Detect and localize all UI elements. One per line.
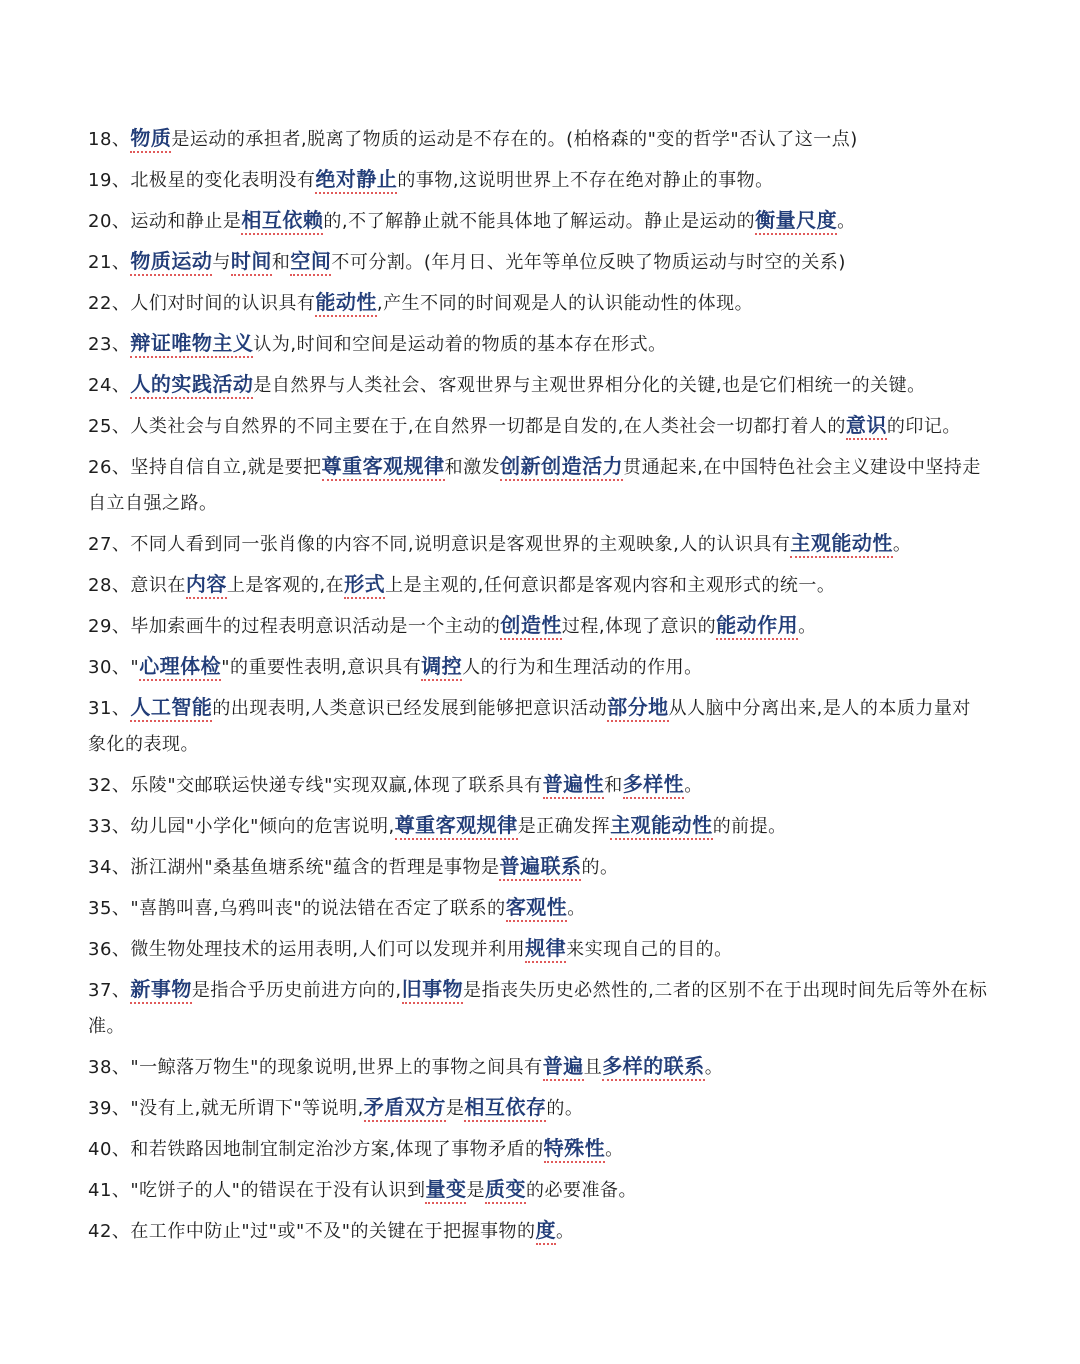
- text-segment: 是指合乎历史前进方向的,: [191, 980, 402, 1001]
- keyword-highlight: 意识: [846, 413, 887, 440]
- keyword-highlight: 主观能动性: [790, 531, 893, 558]
- text-segment: 且: [583, 1057, 603, 1078]
- text-segment: 人的行为和生理活动的作用。: [462, 657, 703, 678]
- text-segment: ": [130, 657, 140, 678]
- item-number: 33、: [88, 816, 131, 837]
- text-segment: 浙江湖州"桑基鱼塘系统"蕴含的哲理是事物是: [130, 857, 500, 878]
- text-segment: 北极星的变化表明没有: [130, 170, 316, 191]
- text-segment: 的出现表明,人类意识已经发展到能够把意识活动: [212, 698, 608, 719]
- keyword-highlight: 普遍: [543, 1054, 584, 1081]
- list-item: [88, 366, 988, 404]
- item-number: 36、: [88, 939, 131, 960]
- keyword-highlight: 人的实践活动: [130, 372, 253, 399]
- text-segment: ,产生不同的时间观是人的认识能动性的体现。: [376, 293, 754, 314]
- keyword-highlight: 空间: [290, 249, 331, 276]
- keyword-highlight: 创新创造活力: [500, 454, 623, 481]
- item-number: 19、: [88, 170, 131, 191]
- item-number: 40、: [88, 1139, 131, 1160]
- keyword-highlight: 物质运动: [130, 249, 212, 276]
- text-segment: 的。: [546, 1098, 584, 1119]
- list-item: [88, 566, 988, 604]
- keyword-highlight: 创造性: [500, 613, 562, 640]
- text-segment: 是运动的承担者,脱离了物质的运动是不存在的。(柏格森的"变的哲学"否认了这一点): [171, 129, 858, 150]
- list-item: [88, 689, 988, 763]
- keyword-highlight: 普遍联系: [499, 854, 581, 881]
- list-item: [88, 407, 988, 445]
- text-segment: 上是主观的,任何意识都是客观内容和主观形式的统一。: [385, 575, 836, 596]
- text-segment: "一鲸落万物生"的现象说明,世界上的事物之间具有: [130, 1057, 543, 1078]
- list-item: [88, 766, 988, 804]
- keyword-highlight: 辩证唯物主义: [130, 331, 253, 358]
- text-segment: 的印记。: [886, 416, 961, 437]
- text-segment: 坚持自信自立,就是要把: [130, 457, 322, 478]
- list-item: [88, 448, 988, 522]
- keyword-highlight: 绝对静止: [315, 167, 397, 194]
- text-segment: 从人脑中分离出来,是人的本质力量对象化的表现。: [88, 698, 971, 755]
- text-segment: 。: [704, 1057, 724, 1078]
- list-item: [88, 648, 988, 686]
- list-item: [88, 1048, 988, 1086]
- text-segment: 人们对时间的认识具有: [130, 293, 316, 314]
- list-item: [88, 525, 988, 563]
- keyword-highlight: 尊重客观规律: [322, 454, 445, 481]
- text-segment: 是: [445, 1098, 465, 1119]
- list-item: [88, 607, 988, 645]
- keyword-highlight: 尊重客观规律: [395, 813, 518, 840]
- keyword-highlight: 人工智能: [130, 695, 212, 722]
- text-segment: "吃饼子的人"的错误在于没有认识到: [130, 1180, 426, 1201]
- keyword-highlight: 客观性: [506, 895, 568, 922]
- text-segment: 的必要准备。: [525, 1180, 637, 1201]
- text-segment: 和若铁路因地制宜制定治沙方案,体现了事物矛盾的: [130, 1139, 544, 1160]
- keyword-highlight: 特殊性: [544, 1136, 606, 1163]
- text-segment: 认为,时间和空间是运动着的物质的基本存在形式。: [253, 334, 667, 355]
- list-item: [88, 1212, 988, 1250]
- text-segment: 与: [212, 252, 231, 273]
- list-item: [88, 243, 988, 281]
- keyword-highlight: 调控: [421, 654, 462, 681]
- text-segment: 上是客观的,在: [226, 575, 345, 596]
- keyword-highlight: 物质: [130, 126, 171, 153]
- keyword-highlight: 内容: [186, 572, 227, 599]
- text-segment: 的。: [581, 857, 619, 878]
- text-segment: 的事物,这说明世界上不存在绝对静止的事物。: [397, 170, 774, 191]
- keyword-highlight: 部分地: [607, 695, 669, 722]
- list-item: [88, 1089, 988, 1127]
- item-number: 23、: [88, 334, 131, 355]
- text-segment: 运动和静止是: [130, 211, 242, 232]
- item-number: 21、: [88, 252, 131, 273]
- keyword-highlight: 相互依赖: [241, 208, 323, 235]
- text-segment: "喜鹊叫喜,乌鸦叫丧"的说法错在否定了联系的: [130, 898, 506, 919]
- keyword-highlight: 矛盾双方: [364, 1095, 446, 1122]
- list-item: [88, 930, 988, 968]
- text-segment: 。: [684, 775, 703, 796]
- document-page: [88, 120, 988, 1253]
- text-segment: 不可分割。(年月日、光年等单位反映了物质运动与时空的关系): [331, 252, 846, 273]
- keyword-highlight: 质变: [485, 1177, 526, 1204]
- item-number: 22、: [88, 293, 131, 314]
- text-segment: 。: [798, 616, 817, 637]
- keyword-highlight: 时间: [231, 249, 272, 276]
- list-item: [88, 120, 988, 158]
- list-item: [88, 284, 988, 322]
- text-segment: 和: [604, 775, 623, 796]
- item-number: 37、: [88, 980, 131, 1001]
- item-number: 26、: [88, 457, 131, 478]
- keyword-highlight: 相互依存: [464, 1095, 546, 1122]
- list-item: [88, 1171, 988, 1209]
- keyword-highlight: 规律: [525, 936, 566, 963]
- item-number: 35、: [88, 898, 131, 919]
- text-segment: "的重要性表明,意识具有: [221, 657, 422, 678]
- keyword-highlight: 度: [536, 1218, 557, 1245]
- item-number: 42、: [88, 1221, 131, 1242]
- item-number: 38、: [88, 1057, 131, 1078]
- text-segment: 意识在: [130, 575, 186, 596]
- text-segment: 。: [556, 1221, 575, 1242]
- item-number: 32、: [88, 775, 131, 796]
- list-item: [88, 889, 988, 927]
- keyword-highlight: 形式: [344, 572, 385, 599]
- keyword-highlight: 新事物: [130, 977, 192, 1004]
- keyword-highlight: 能动作用: [716, 613, 798, 640]
- keyword-highlight: 普遍性: [543, 772, 605, 799]
- text-segment: 微生物处理技术的运用表明,人们可以发现并利用: [130, 939, 526, 960]
- keyword-highlight: 量变: [425, 1177, 466, 1204]
- list-item: [88, 1130, 988, 1168]
- text-segment: 。: [567, 898, 586, 919]
- text-segment: 是: [466, 1180, 485, 1201]
- text-segment: 毕加索画牛的过程表明意识活动是一个主动的: [130, 616, 501, 637]
- text-segment: 贯通起来,在中国特色社会主义建设中坚持走自立自强之路。: [88, 457, 981, 514]
- text-segment: 人类社会与自然界的不同主要在于,在自然界一切都是自发的,在人类社会一切都打着人的: [130, 416, 846, 437]
- item-number: 25、: [88, 416, 131, 437]
- keyword-highlight: 多样性: [623, 772, 685, 799]
- item-number: 27、: [88, 534, 131, 555]
- item-number: 41、: [88, 1180, 131, 1201]
- text-segment: 是自然界与人类社会、客观世界与主观世界相分化的关键,也是它们相统一的关键。: [253, 375, 926, 396]
- list-item: [88, 971, 988, 1045]
- keyword-highlight: 衡量尺度: [755, 208, 837, 235]
- item-number: 31、: [88, 698, 131, 719]
- keyword-highlight: 多样的联系: [602, 1054, 705, 1081]
- list-item: [88, 202, 988, 240]
- text-segment: 的,不了解静止就不能具体地了解运动。静止是运动的: [323, 211, 756, 232]
- item-number: 34、: [88, 857, 131, 878]
- item-number: 30、: [88, 657, 131, 678]
- list-item: [88, 848, 988, 886]
- keyword-highlight: 主观能动性: [610, 813, 713, 840]
- text-segment: 来实现自己的目的。: [566, 939, 733, 960]
- text-segment: 。: [605, 1139, 624, 1160]
- text-segment: 在工作中防止"过"或"不及"的关键在于把握事物的: [130, 1221, 536, 1242]
- item-number: 18、: [88, 129, 131, 150]
- keyword-highlight: 旧事物: [402, 977, 464, 1004]
- keyword-highlight: 心理体检: [139, 654, 221, 681]
- list-item: [88, 161, 988, 199]
- text-segment: 的前提。: [712, 816, 787, 837]
- item-number: 20、: [88, 211, 131, 232]
- text-segment: 乐陵"交邮联运快递专线"实现双赢,体现了联系具有: [130, 775, 543, 796]
- list-item: [88, 807, 988, 845]
- keyword-highlight: 能动性: [315, 290, 377, 317]
- item-number: 24、: [88, 375, 131, 396]
- text-segment: "没有上,就无所谓下"等说明,: [130, 1098, 364, 1119]
- text-segment: 和激发: [444, 457, 501, 478]
- text-segment: 和: [271, 252, 291, 273]
- text-segment: 。: [892, 534, 912, 555]
- item-number: 28、: [88, 575, 131, 596]
- text-segment: 是指丧失历史必然性的,二者的区别不在于出现时间先后等外在标准。: [88, 980, 988, 1037]
- item-number: 29、: [88, 616, 131, 637]
- text-segment: 过程,体现了意识的: [561, 616, 717, 637]
- list-item: [88, 325, 988, 363]
- item-number: 39、: [88, 1098, 131, 1119]
- text-segment: 不同人看到同一张肖像的内容不同,说明意识是客观世界的主观映象,人的认识具有: [130, 534, 791, 555]
- text-segment: 。: [837, 211, 856, 232]
- text-segment: 幼儿园"小学化"倾向的危害说明,: [130, 816, 395, 837]
- text-segment: 是正确发挥: [517, 816, 611, 837]
